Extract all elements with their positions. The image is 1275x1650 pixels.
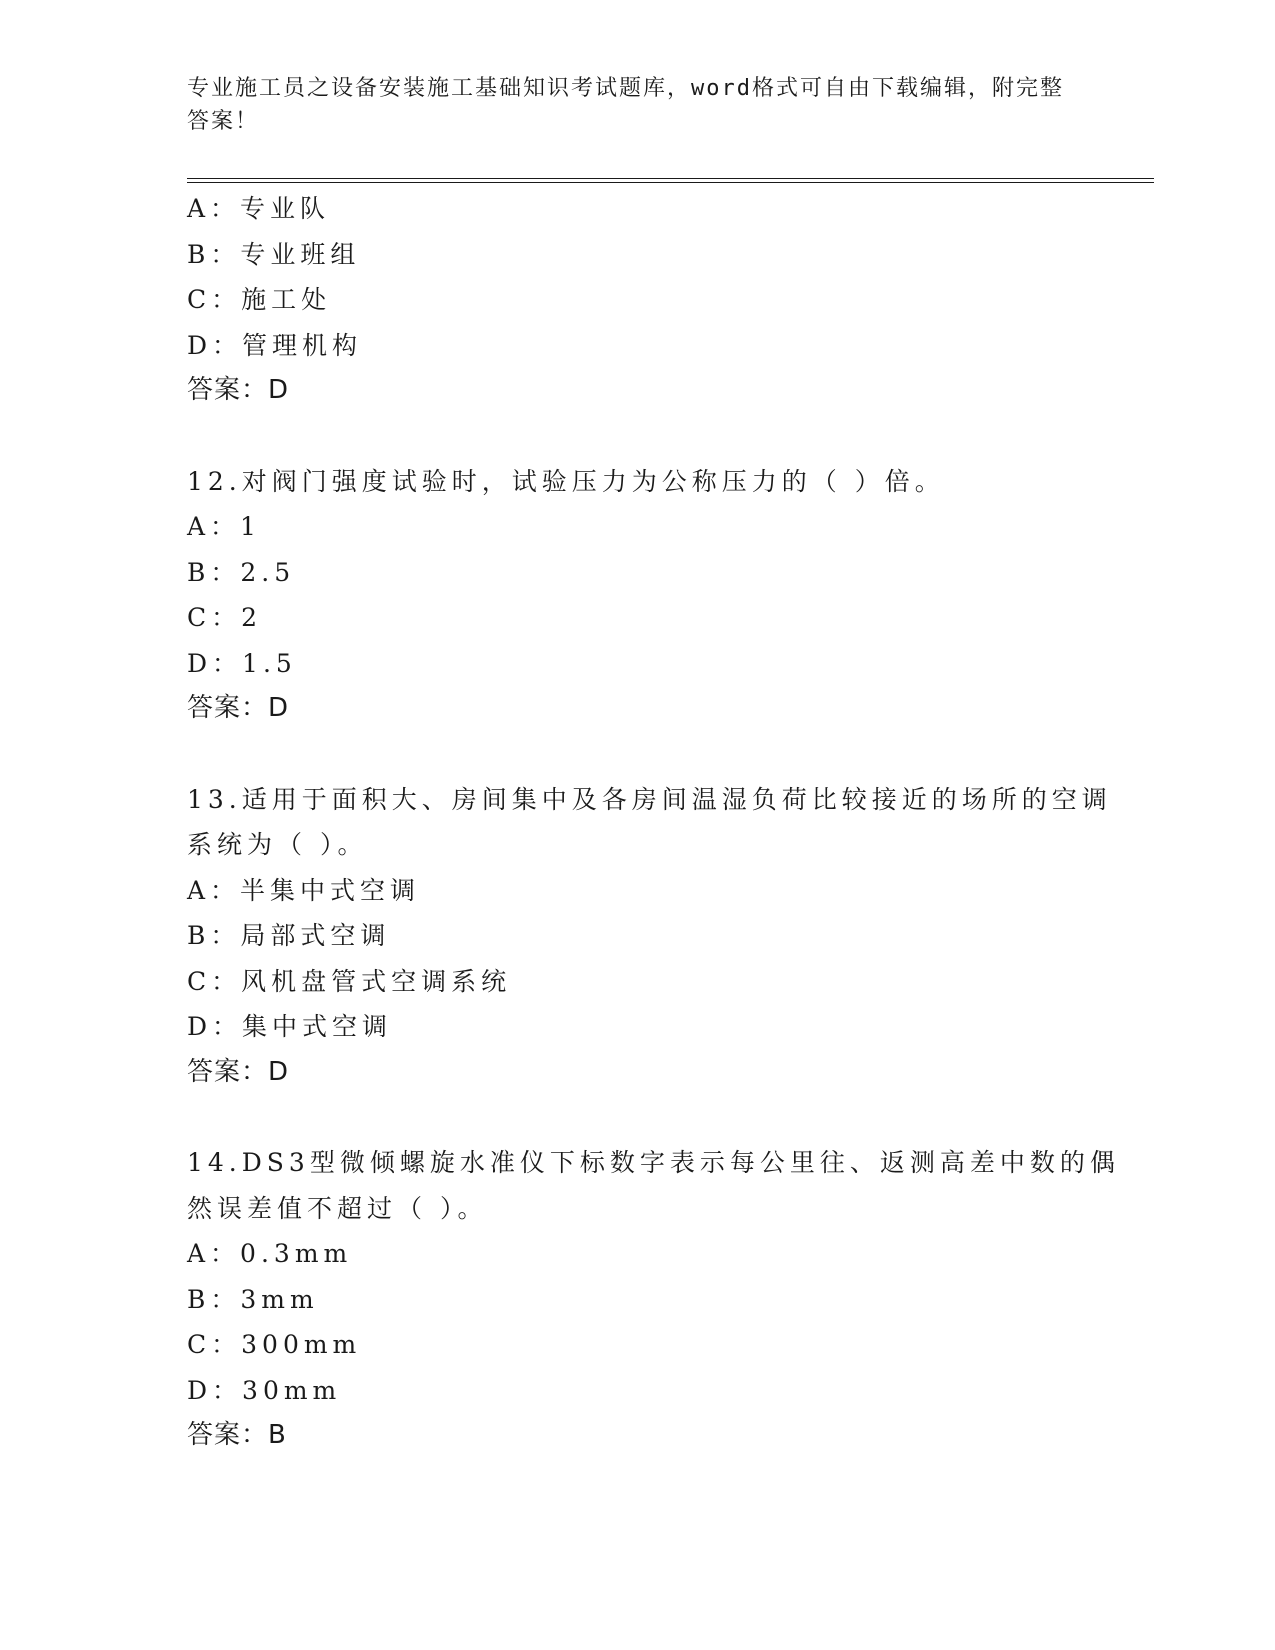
spacer [187,414,1087,459]
option-a: A：半集中式空调 [187,875,421,905]
header-divider-top [187,178,1154,179]
question-block-13 [187,777,1112,1096]
question-list [187,186,1120,1459]
option-c: C：300mm [187,1330,362,1359]
option-a: A：专业队 [187,194,331,223]
question-text: 12.对阀门强度试验时，试验压力为公称压力的（ ）倍。 [187,466,945,496]
answer-line: 答案：B [187,1420,287,1450]
spacer [187,1095,1087,1140]
question-block-14 [187,1140,1120,1459]
spacer [187,732,1087,777]
question-text-line-2: 系统为（ ）。 [187,830,368,859]
question-text-line-2: 然误差值不超过（ ）。 [187,1193,488,1223]
question-block-12 [187,459,1087,732]
option-c: C：风机盘管式空调系统 [187,966,512,996]
answer-line: 答案：D [187,1056,290,1087]
answer-line: 答案：D [187,375,290,405]
option-d: D：30mm [187,1375,342,1405]
option-c: C：2 [187,603,263,632]
option-c: C：施工处 [187,285,332,314]
question-text-line-1: 14.DS3型微倾螺旋水准仪下标数字表示每公里往、返测高差中数的偶 [187,1148,1120,1177]
question-text-line-1: 13.适用于面积大、房间集中及各房间温湿负荷比较接近的场所的空调 [187,784,1112,814]
answer-line: 答案：D [187,693,290,723]
option-d: D：集中式空调 [187,1012,393,1041]
option-b: B：专业班组 [187,239,361,269]
option-a: A：1 [187,512,261,541]
header-divider-bottom [187,182,1154,183]
document-header: 专业施工员之设备安装施工基础知识考试题库，word格式可自由下载编辑，附完整答案！ [187,76,1064,134]
option-a: A：0.3mm [187,1239,353,1268]
question-block-11 [187,186,1087,414]
option-b: B：3mm [187,1284,319,1314]
option-d: D：1.5 [187,648,297,678]
option-b: B：2.5 [187,557,296,587]
option-d: D：管理机构 [187,330,363,360]
option-b: B：局部式空调 [187,921,391,950]
